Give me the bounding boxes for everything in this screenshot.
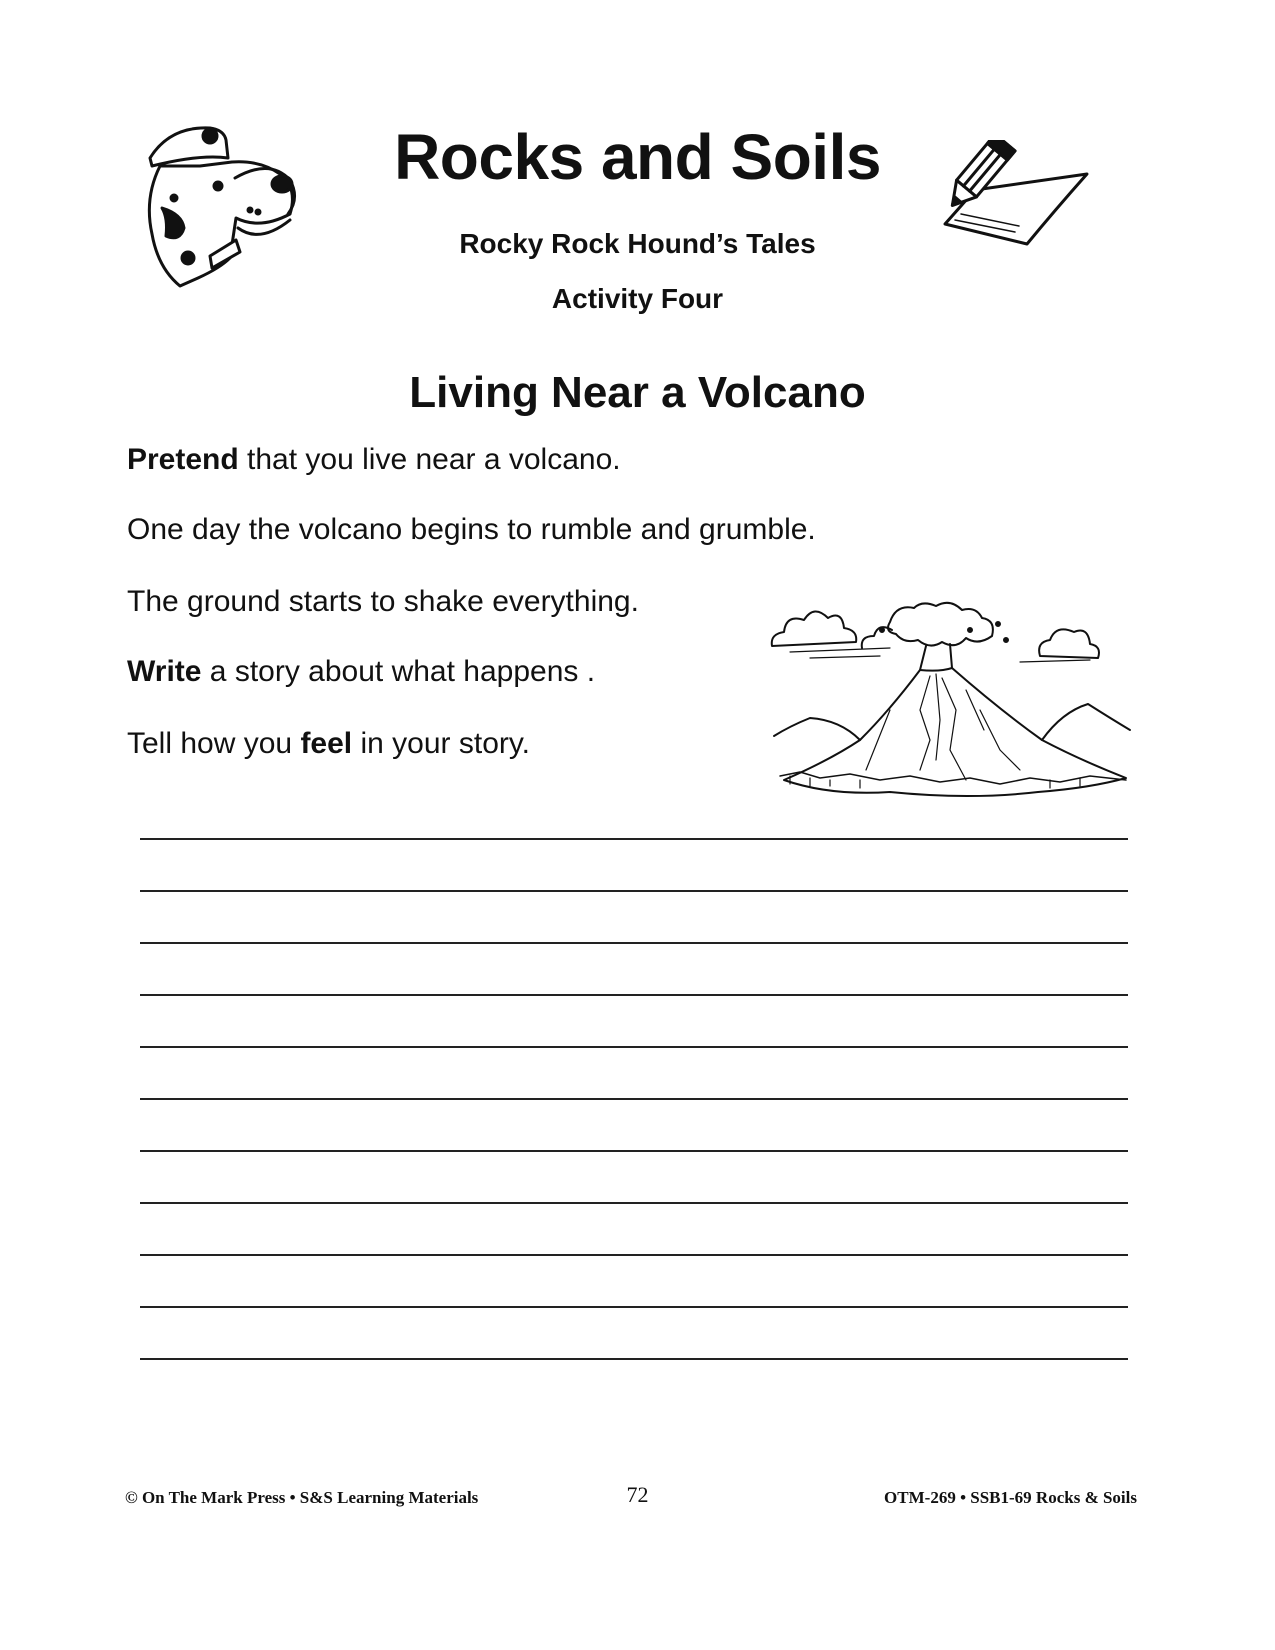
writing-line[interactable]	[140, 1306, 1128, 1308]
instruction-line: One day the volcano begins to rumble and grumble.	[127, 513, 816, 546]
volcano-illustration	[770, 600, 1140, 810]
instruction-line: Pretend that you live near a volcano.	[127, 443, 621, 476]
writing-line[interactable]	[140, 1046, 1128, 1048]
activity-heading: Living Near a Volcano	[409, 368, 866, 417]
instruction-line: Write a story about what happens .	[127, 655, 596, 688]
writing-line[interactable]	[140, 890, 1128, 892]
writing-line[interactable]	[140, 838, 1128, 840]
instruction-line: The ground starts to shake everything.	[127, 585, 639, 618]
writing-line[interactable]	[140, 994, 1128, 996]
footer-publisher: © On The Mark Press • S&S Learning Materials	[125, 1488, 479, 1507]
page-number: 72	[626, 1482, 649, 1507]
instruction-line: Tell how you feel in your story.	[127, 727, 530, 760]
writing-line[interactable]	[140, 1254, 1128, 1256]
writing-line[interactable]	[140, 1098, 1128, 1100]
writing-line[interactable]	[140, 1202, 1128, 1204]
writing-line[interactable]	[140, 942, 1128, 944]
footer-product-code: OTM-269 • SSB1-69 Rocks & Soils	[884, 1488, 1137, 1507]
writing-line[interactable]	[140, 1150, 1128, 1152]
activity-label: Activity Four	[551, 283, 724, 314]
writing-line[interactable]	[140, 1358, 1128, 1360]
series-subtitle: Rocky Rock Hound’s Tales	[459, 228, 816, 259]
page-title: Rocks and Soils	[394, 121, 881, 193]
